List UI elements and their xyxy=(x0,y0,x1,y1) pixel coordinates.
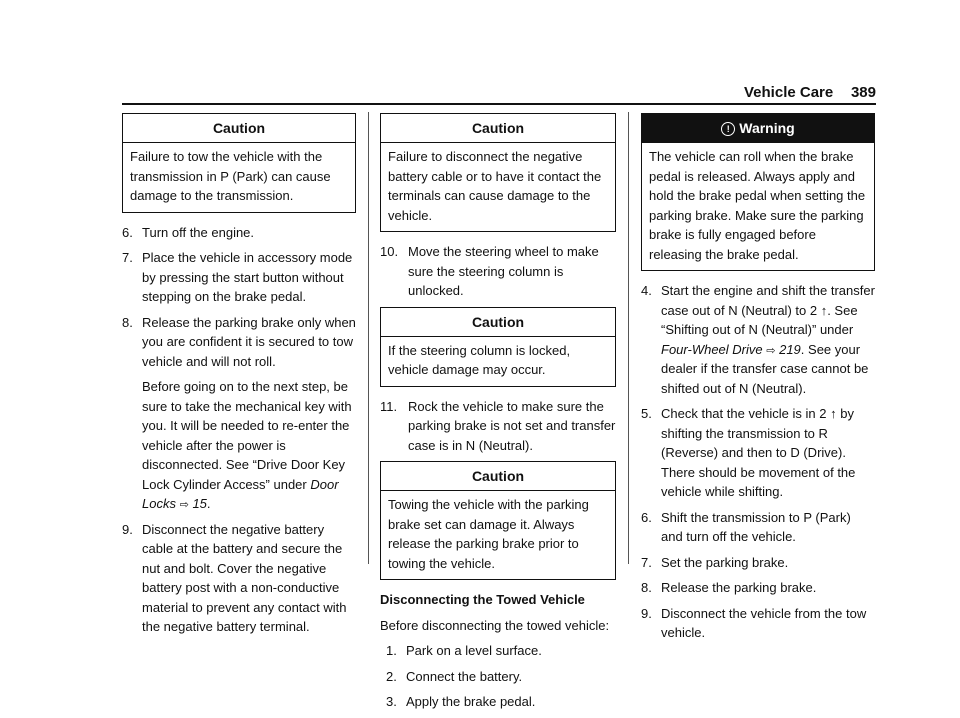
list-item: 2. Connect the battery. xyxy=(386,668,523,684)
cross-reference[interactable]: Door Locks xyxy=(142,476,339,511)
list-item: 9. Disconnect the vehicle from the tow vehicle. xyxy=(641,605,867,640)
caution-text: Towing the vehicle with the parking brake set can damage it. Always release the parking brake prior to towing the vehicle. xyxy=(388,497,589,571)
list-item: 8. Release the parking brake only when you are confident it is secured to tow vehicle and will not roll. Before going on to the next step, be sure to take the mechanical key with you. It will be needed to re-enter the vehicle after the power is disconnected. See “Drive Door Key Lock Cylinder Access” under Door Locks ⇨ 15. xyxy=(122,313,356,514)
caution-title: Caution xyxy=(381,462,615,491)
list-item: 7. Place the vehicle in accessory mode by pressing the start button without stepping on the brake pedal. xyxy=(122,250,353,304)
caution-text: Failure to tow the vehicle with the transmission in P (Park) can cause damage to the transmission. xyxy=(130,149,331,203)
up-arrow-icon: ↑ xyxy=(830,406,837,421)
page-header xyxy=(744,82,876,105)
column-1 xyxy=(122,113,356,643)
column-3 xyxy=(641,113,875,649)
list-item: 11. Rock the vehicle to make sure the parking brake is not set and transfer case is in N (Neutral). xyxy=(380,398,616,453)
list-item: 5. Check that the vehicle is in 2 ↑ by shifting the transmission to R (Reverse) and then to D (Drive). There should be movement of the vehicle while shifting. xyxy=(641,406,856,499)
warning-title: ! Warning xyxy=(642,114,874,143)
warning-icon: ! xyxy=(721,122,735,136)
list-item: 6. Shift the transmission to P (Park) and turn off the vehicle. xyxy=(641,509,851,544)
page-reference[interactable]: 219 xyxy=(779,341,801,357)
caution-box xyxy=(380,113,616,232)
page-reference[interactable]: 15 xyxy=(192,496,207,511)
caution-box xyxy=(122,113,356,213)
list-item: 9. Disconnect the negative battery cable at the battery and secure the nut and bolt. Cover the negative battery post with a non-conductive material to prevent any contact with the negative battery terminal. xyxy=(122,521,347,634)
list-item: 1. Park on a level surface. xyxy=(386,643,542,658)
cross-reference[interactable]: Four-Wheel Drive xyxy=(661,341,763,357)
column-2 xyxy=(380,113,616,718)
header-rule xyxy=(122,103,876,105)
list-item: 10. Move the steering wheel to make sure the steering column is unlocked. xyxy=(380,244,599,298)
caution-text: Failure to disconnect the negative battery cable or to have it contact the terminals can cause damage to the vehicle. xyxy=(388,149,602,223)
caution-title: Caution xyxy=(381,308,615,337)
column-divider-1 xyxy=(368,112,369,564)
column-divider-2 xyxy=(628,112,629,564)
list-item: 6. Turn off the engine. xyxy=(122,224,255,240)
step-note: Before going on to the next step, be sure to take the mechanical key with you. It will be needed to re-enter the vehicle after the power is disconnected. See “Drive Door Key Lock Cylinder Access” under Door Locks ⇨ 15. xyxy=(142,379,352,511)
intro-text: Before disconnecting the towed vehicle: xyxy=(380,617,610,633)
caution-text: If the steering column is locked, vehicle damage may occur. xyxy=(388,342,571,377)
section-title: Vehicle Care xyxy=(744,84,834,101)
list-item: 4. Start the engine and shift the transfer case out of N (Neutral) to 2 ↑. See “Shifting out of N (Neutral)” under Four-Wheel Drive ⇨ 219. See your dealer if the transfer case cannot be shifted out of N (Neutral). xyxy=(641,283,875,396)
caution-box xyxy=(380,461,616,580)
list-item: 7. Set the parking brake. xyxy=(641,554,789,570)
up-arrow-icon: ↑ xyxy=(820,302,828,318)
list-item: 3. Apply the brake pedal. xyxy=(386,694,536,709)
page-number: 389 xyxy=(850,84,876,101)
page-ref-icon: ⇨ xyxy=(766,344,776,357)
caution-title: Caution xyxy=(123,114,355,143)
caution-box xyxy=(380,307,616,387)
page-ref-icon: ⇨ xyxy=(179,499,189,511)
list-item: 8. Release the parking brake. xyxy=(641,580,817,595)
warning-box xyxy=(641,113,875,271)
caution-title: Caution xyxy=(381,114,615,143)
subheading: Disconnecting the Towed Vehicle xyxy=(380,592,585,607)
warning-text: The vehicle can roll when the brake pedal is released. Always apply and hold the brake pedal when setting the parking brake. Make sure the parking brake is fully engaged before releasing the brake pedal. xyxy=(649,149,866,262)
